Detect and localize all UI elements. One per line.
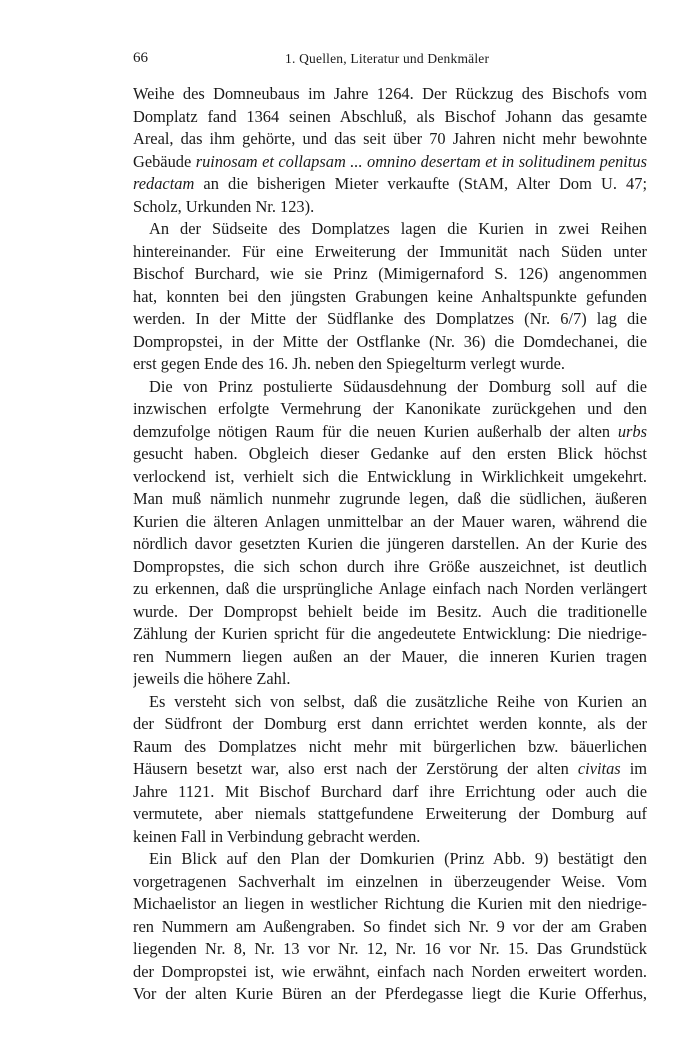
line-text: Weihe des Domneubaus im Jahre 1264. Der Rückzug des Bischofs vom (133, 84, 647, 103)
line-text: Man muß nämlich nunmehr zugrunde legen, daß die südlichen, äußeren (133, 489, 647, 508)
page-header (133, 50, 647, 72)
text-line (133, 871, 647, 894)
text-line (133, 533, 647, 556)
text-line (133, 128, 647, 151)
text-line (133, 286, 647, 309)
text-line (133, 758, 647, 781)
latin-quote: civitas (577, 759, 621, 778)
text-line (133, 173, 647, 196)
text-line (133, 961, 647, 984)
line-text: Bischof Burchard, wie sie Prinz (Mimigernaford S. 126) angenommen (133, 264, 647, 283)
page-number: 66 (133, 50, 148, 66)
line-text: liegenden Nr. 8, Nr. 13 vor Nr. 12, Nr. 16 vor Nr. 15. Das Grundstück (133, 939, 647, 958)
text-line (133, 151, 647, 174)
text-line (133, 736, 647, 759)
text-line (133, 443, 647, 466)
line-text: zu erkennen, daß die ursprüngliche Anlage einfach nach Norden verlängert (133, 579, 647, 598)
text-line (133, 196, 647, 219)
line-text: werden. In der Mitte der Südflanke des Domplatzes (Nr. 6/7) lag die (133, 309, 647, 328)
text-line (133, 623, 647, 646)
line-text: jeweils die höhere Zahl. (133, 669, 291, 688)
line-text: inzwischen erfolgte Vermehrung der Kanonikate zurückgehen und den (133, 399, 647, 418)
text-line (133, 83, 647, 106)
line-text: An der Südseite des Domplatzes lagen die Kurien in zwei Reihen (149, 219, 647, 238)
line-text: hat, konnten bei den jüngsten Grabungen keine Anhaltspunkte gefunden (133, 286, 647, 306)
line-text: Vor der alten Kurie Büren an der Pferdegasse liegt die Kurie Offerhus, (133, 984, 647, 1003)
line-text: erst gegen Ende des 16. Jh. neben den Spiegelturm verlegt wurde. (133, 354, 565, 373)
line-text: Michaelistor an liegen in westlicher Richtung die Kurien mit den niedrige- (133, 894, 647, 913)
text-line (133, 938, 647, 961)
text-line (133, 893, 647, 916)
text-line (133, 466, 647, 489)
line-text: demzufolge nötigen Raum für die neuen Kurien außerhalb der alten (133, 421, 618, 441)
line-text: der Südfront der Domburg erst dann errichtet werden konnte, als der (133, 714, 647, 733)
text-line (133, 421, 647, 444)
line-text: keinen Fall in Verbindung gebracht werden. (133, 826, 421, 846)
line-text: Zählung der Kurien spricht für die angedeutete Entwicklung: Die niedrige- (133, 624, 647, 643)
line-text: ren Nummern liegen außen an der Mauer, die inneren Kurien tragen (133, 646, 647, 666)
text-line (133, 218, 647, 241)
text-line (133, 353, 647, 376)
line-text: hintereinander. Für eine Erweiterung der Immunität nach Süden unter (133, 241, 647, 261)
line-text: Häusern besetzt war, also erst nach der Zerstörung der alten (133, 759, 578, 778)
running-title: 1. Quellen, Literatur und Denkmäler (285, 51, 490, 66)
text-line (133, 646, 647, 669)
text-line (133, 803, 647, 826)
text-line (133, 263, 647, 286)
line-text: vorgetragenen Sachverhalt im einzelnen in überzeugender Weise. Vom (133, 871, 647, 891)
line-text: gesucht haben. Obgleich dieser Gedanke auf den ersten Blick höchst (133, 444, 647, 463)
line-text: Ein Blick auf den Plan der Domkurien (Prinz Abb. 9) bestätigt den (149, 849, 647, 868)
text-line (133, 983, 647, 1006)
latin-quote: ruinosam et collapsam ... omnino desertam et in solitudinem penitus (195, 151, 647, 171)
line-text: verlockend ist, verhielt sich die Entwicklung in Wirklichkeit umgekehrt. (133, 466, 647, 486)
line-text: vermutete, aber niemals stattgefundene Erweiterung der Domburg auf (133, 804, 647, 823)
text-line (133, 376, 647, 399)
text-line (133, 488, 647, 511)
line-text: Jahre 1121. Mit Bischof Burchard darf ihre Errichtung oder auch die (133, 781, 647, 801)
text-line (133, 106, 647, 129)
text-line (133, 511, 647, 534)
line-text: Areal, das ihm gehörte, und das seit über 70 Jahren nicht mehr bewohnte (133, 129, 647, 148)
text-line (133, 848, 647, 871)
line-text: Dompropstes, die sich schon durch ihre Größe auszeichnet, ist deutlich (133, 556, 647, 576)
line-text: an die bisherigen Mieter verkaufte (StAM, Alter Dom U. 47; (194, 174, 647, 193)
line-text: Scholz, Urkunden Nr. 123). (133, 196, 315, 216)
text-line (133, 601, 647, 624)
line-text: Domplatz fand 1364 seinen Abschluß, als Bischof Johann das gesamte (133, 106, 647, 126)
line-text: ren Nummern am Außengraben. So findet sich Nr. 9 vor der am Graben (133, 916, 647, 936)
text-line (133, 691, 647, 714)
text-line (133, 826, 647, 849)
body-text (133, 83, 647, 1006)
text-line (133, 916, 647, 939)
line-text: im (620, 759, 647, 778)
text-line (133, 668, 647, 691)
line-text: Die von Prinz postulierte Südausdehnung der Domburg soll auf die (149, 376, 647, 396)
line-text: Kurien die älteren Anlagen unmittelbar an der Mauer waren, während die (133, 511, 647, 531)
line-text: Dompropstei, in der Mitte der Ostflanke (Nr. 36) die Domdechanei, die (133, 331, 647, 351)
text-line (133, 398, 647, 421)
line-text: Gebäude (133, 151, 196, 171)
latin-quote: redactam (133, 174, 195, 193)
text-line (133, 578, 647, 601)
text-line (133, 556, 647, 579)
text-line (133, 781, 647, 804)
line-text: der Dompropstei ist, wie erwähnt, einfach nach Norden erweitert worden. (133, 961, 647, 981)
line-text: Raum des Domplatzes nicht mehr mit bürgerlichen bzw. bäuerlichen (133, 736, 647, 756)
line-text: nördlich davor gesetzten Kurien die jüngeren darstellen. An der Kurie des (133, 534, 647, 553)
text-line (133, 241, 647, 264)
latin-quote: urbs (617, 421, 647, 441)
text-line (133, 331, 647, 354)
line-text: wurde. Der Dompropst behielt beide im Besitz. Auch die traditionelle (133, 601, 647, 621)
text-line (133, 308, 647, 331)
line-text: Es versteht sich von selbst, daß die zusätzliche Reihe von Kurien an (149, 691, 647, 711)
text-line (133, 713, 647, 736)
